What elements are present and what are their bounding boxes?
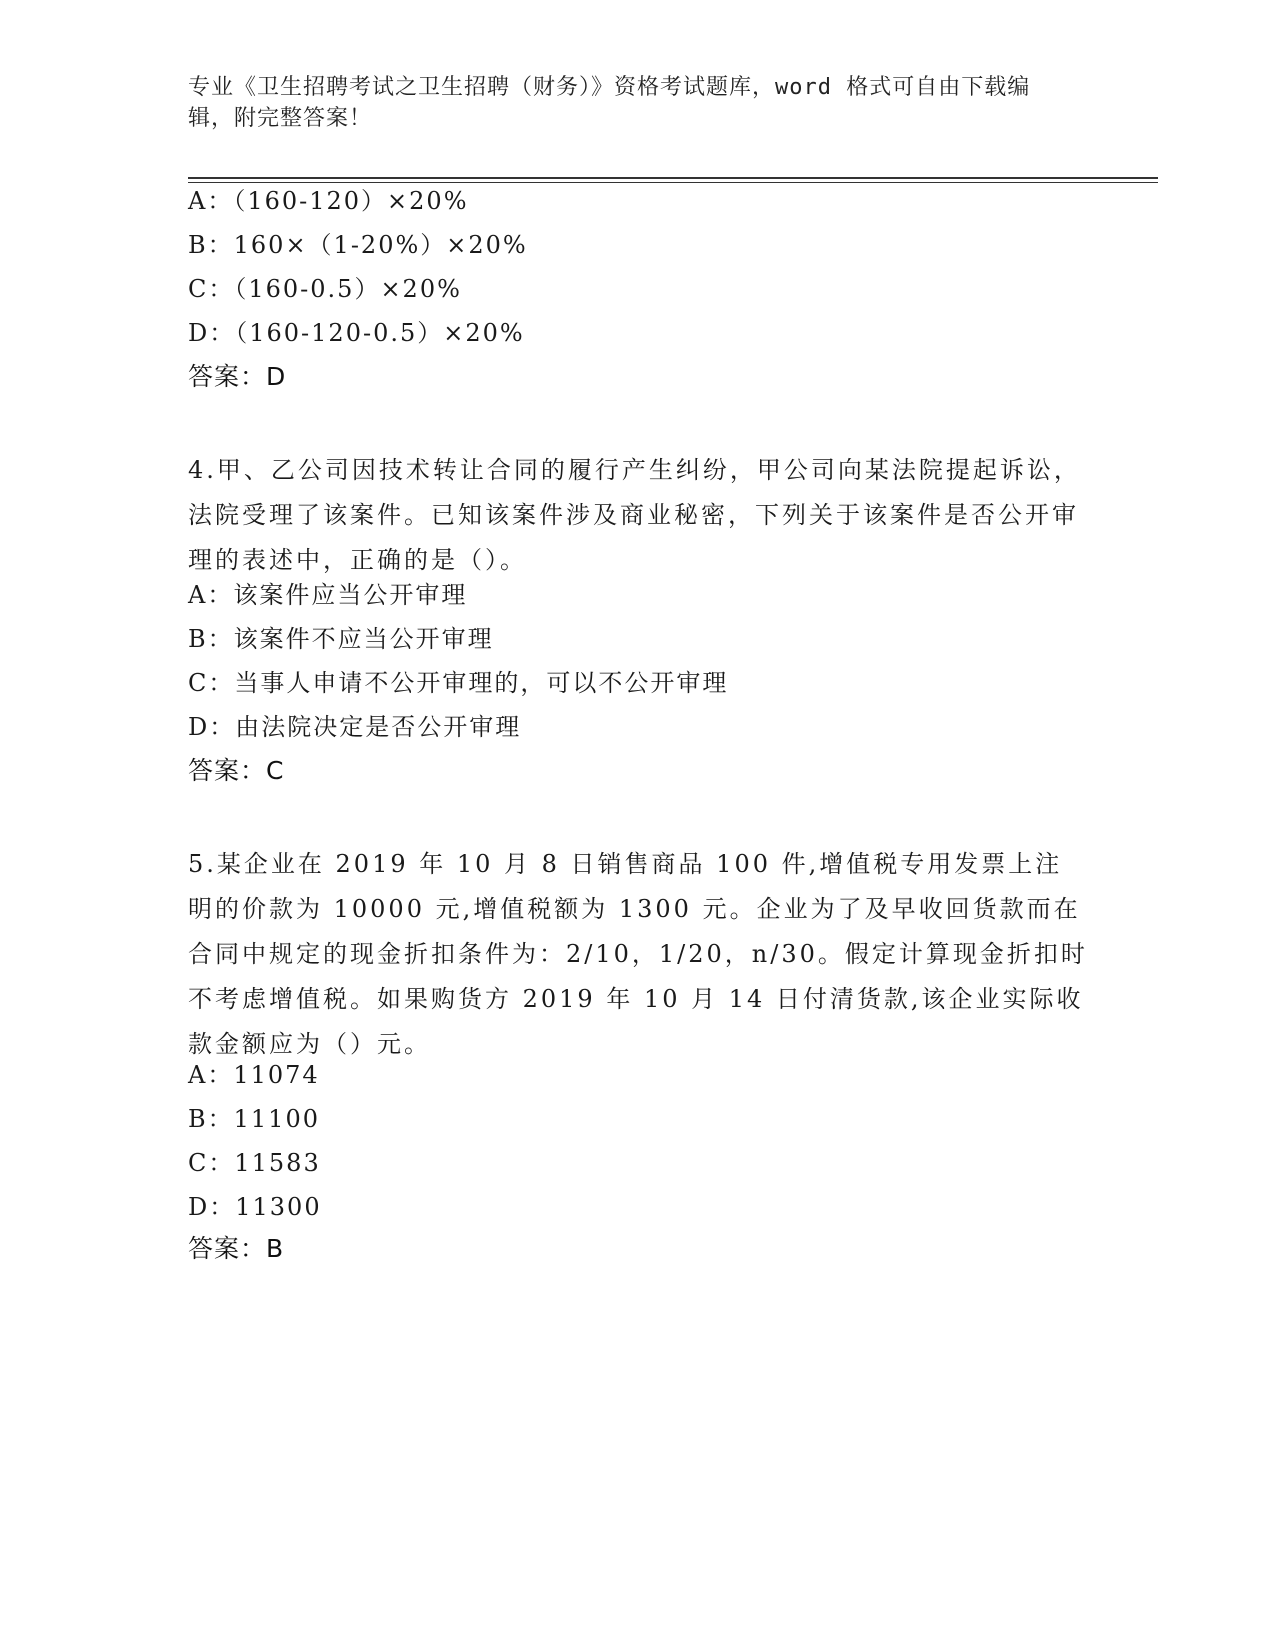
q3-option-b: B：160×（1-20%）×20%	[188, 231, 528, 259]
q4-question: 4.甲、乙公司因技术转让合同的履行产生纠纷，甲公司向某法院提起诉讼，法院受理了该案件。已知该案件涉及商业秘密，下列关于该案件是否公开审理的表述中，正确的是（）。	[188, 456, 1081, 574]
q5-question: 5.某企业在 2019 年 10 月 8 日销售商品 100 件,增值税专用发票上注明的价款为 10000 元,增值税额为 1300 元。企业为了及早收回货款而在合同中规定的现金折扣条件为：2/10，1/20，n/30。假定计算现金折扣时不考虑增值税。如果购货方 2019 年 10 月 14 日付清货款,该企业实际收款金额应为（）元。	[188, 850, 1088, 1058]
q4-answer: 答案：C	[188, 756, 285, 785]
q3-option-c: C：（160-0.5）×20%	[188, 275, 462, 303]
q4-option-b: B：该案件不应当公开审理	[188, 625, 494, 653]
document-header: 专业《卫生招聘考试之卫生招聘（财务）》资格考试题库，word 格式可自由下载编辑，附完整答案！	[188, 75, 1031, 131]
header-divider-thin	[188, 182, 1158, 183]
q3-option-a: A：（160-120）×20%	[188, 187, 469, 215]
q4-option-a: A：该案件应当公开审理	[188, 581, 468, 609]
q5-option-d: D：11300	[188, 1193, 322, 1221]
q4-option-c: C：当事人申请不公开审理的，可以不公开审理	[188, 669, 729, 697]
q3-option-d: D：（160-120-0.5）×20%	[188, 319, 525, 347]
q5-answer: 答案：B	[188, 1234, 285, 1263]
header-divider	[188, 177, 1158, 179]
q5-option-a: A：11074	[188, 1061, 320, 1089]
q5-option-c: C：11583	[188, 1149, 321, 1177]
q4-option-d: D：由法院决定是否公开审理	[188, 713, 522, 741]
q3-answer: 答案：D	[188, 362, 287, 391]
q5-option-b: B：11100	[188, 1105, 320, 1133]
